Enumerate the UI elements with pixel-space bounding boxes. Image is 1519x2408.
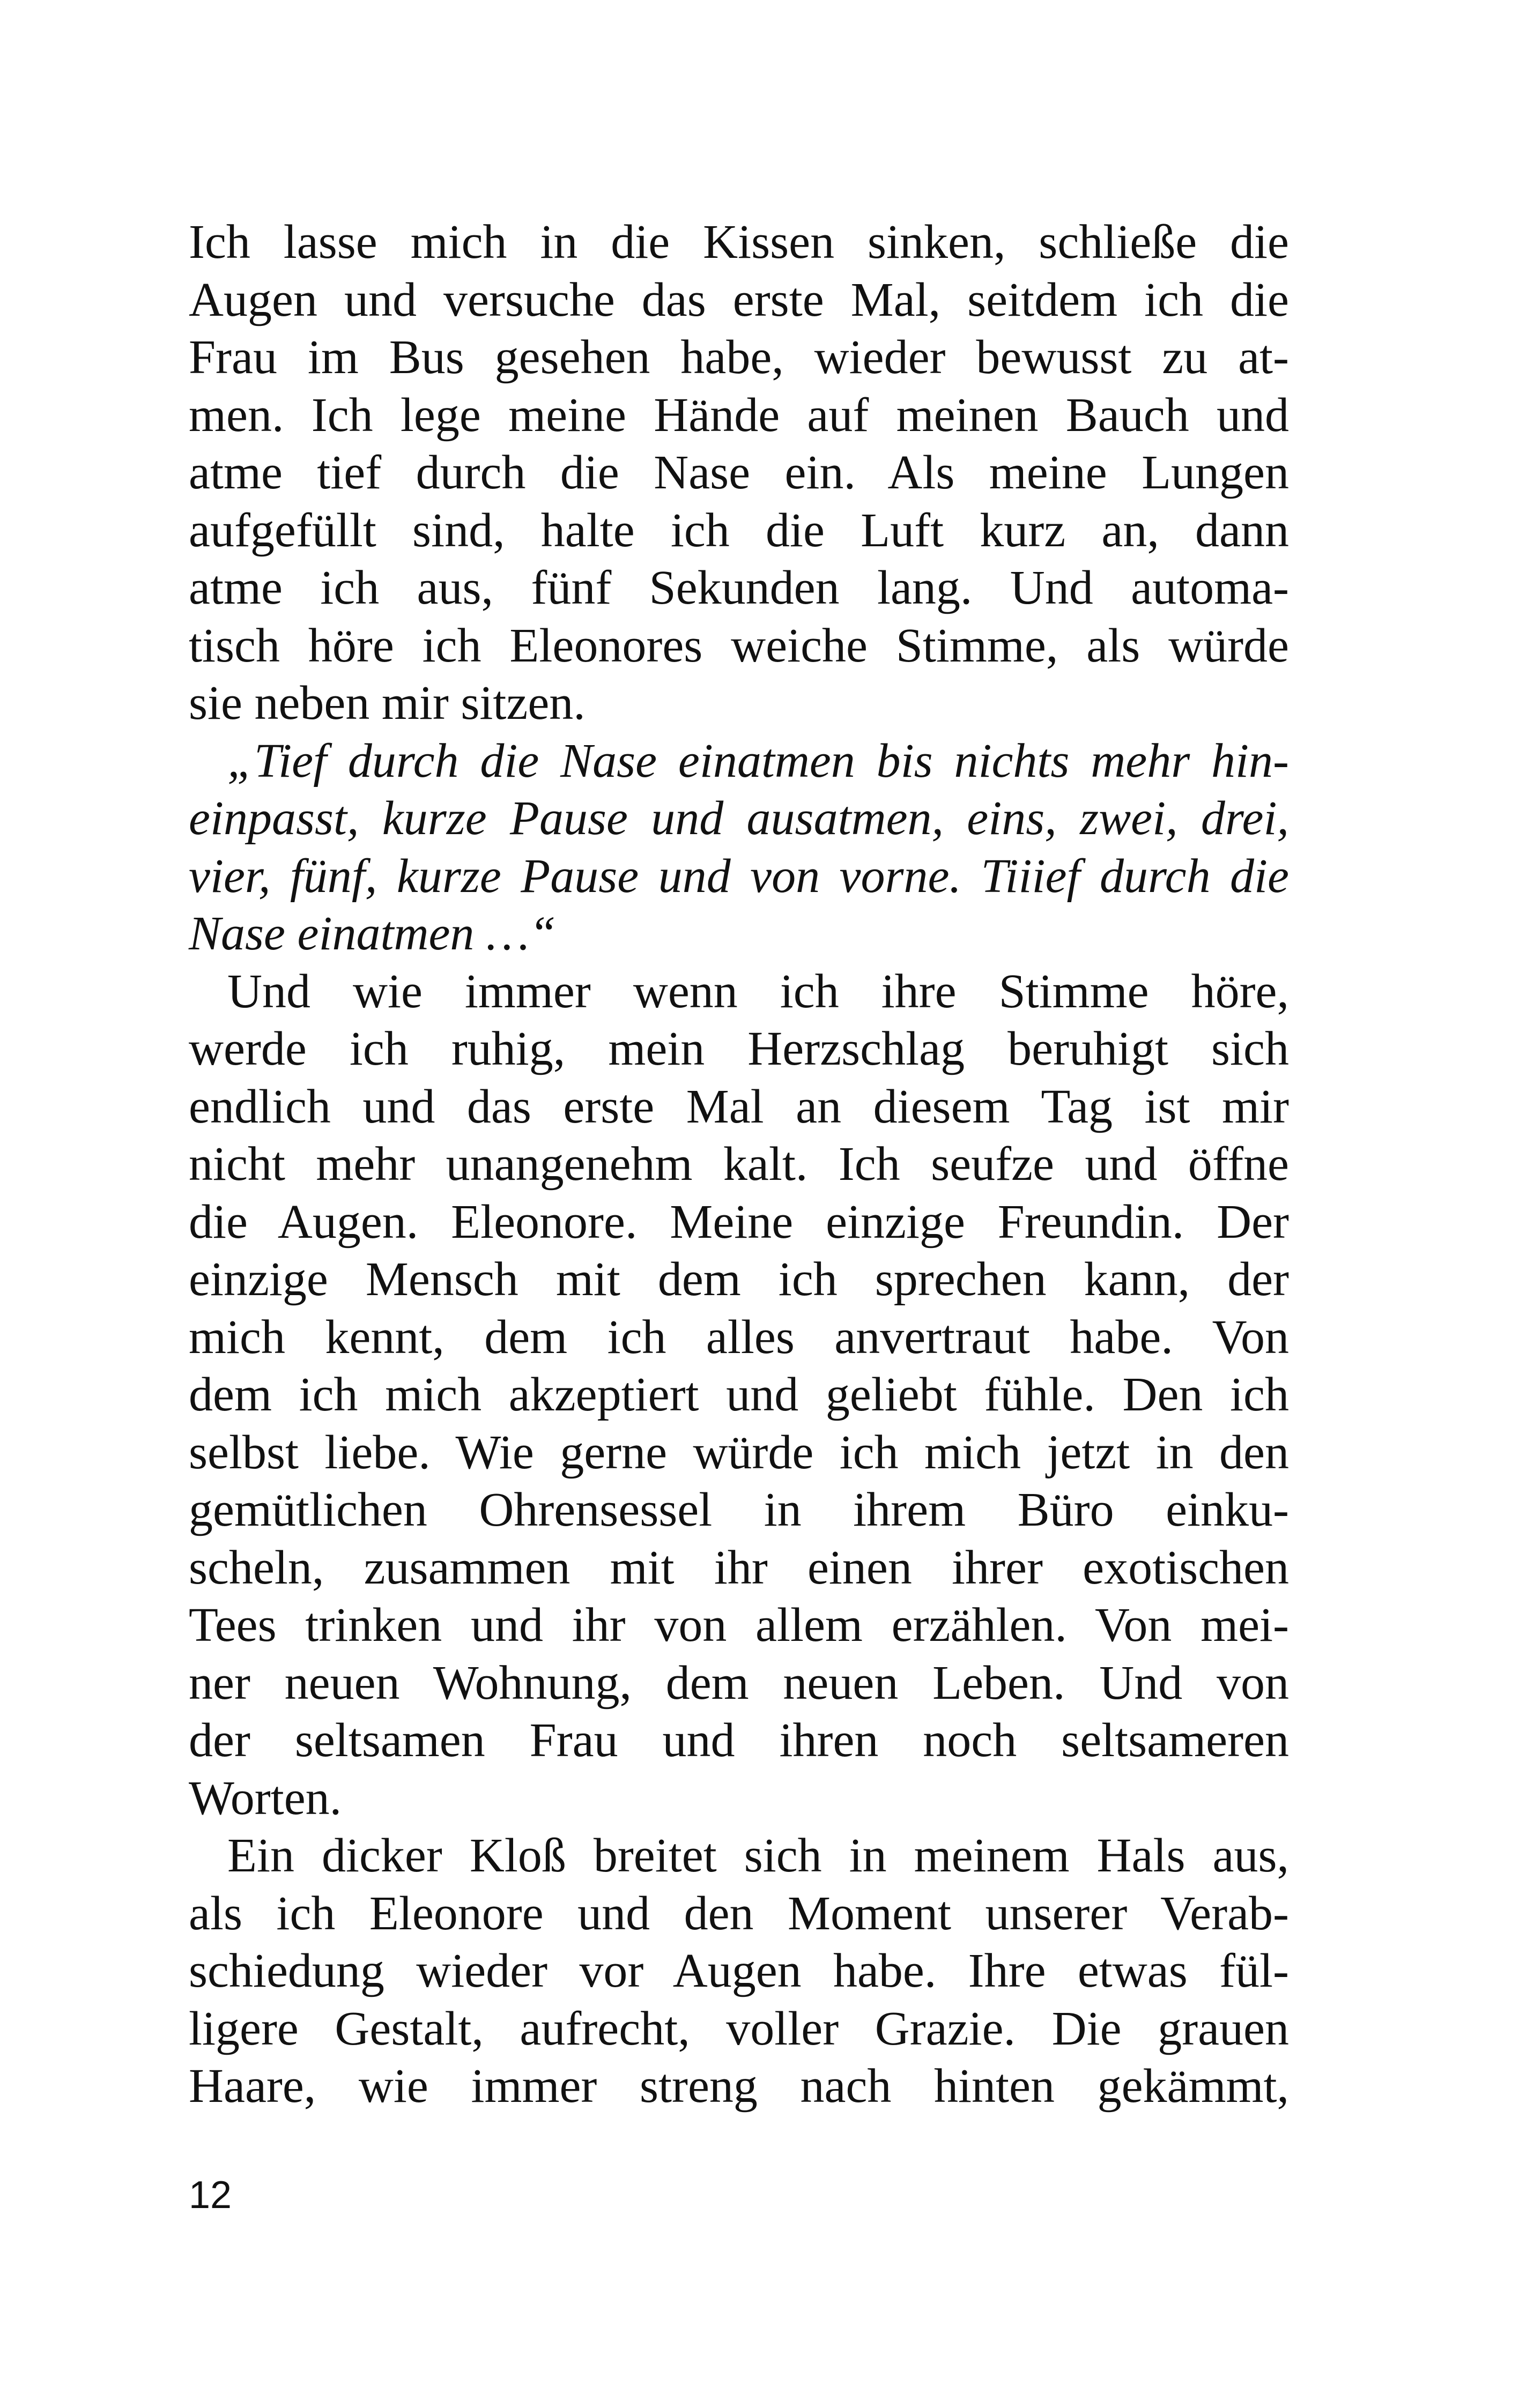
paragraph bbox=[189, 732, 1289, 963]
text-line: ner neuen Wohnung, dem neuen Leben. Und von bbox=[189, 1656, 1289, 1710]
text-line: die Augen. Eleonore. Meine einzige Freundin. Der bbox=[189, 1195, 1289, 1248]
text-line: selbst liebe. Wie gerne würde ich mich jetzt in den bbox=[189, 1425, 1289, 1479]
text-line: einzige Mensch mit dem ich sprechen kann, der bbox=[189, 1253, 1289, 1306]
body-text bbox=[189, 213, 1289, 2115]
text-line: ligere Gestalt, aufrecht, voller Grazie. Die grauen bbox=[189, 2002, 1289, 2055]
text-line: Augen und versuche das erste Mal, seitdem ich die bbox=[189, 273, 1289, 326]
text-line: schiedung wieder vor Augen habe. Ihre etwas fül- bbox=[189, 1944, 1289, 1997]
text-line: tisch höre ich Eleonores weiche Stimme, als würde bbox=[189, 619, 1289, 672]
text-line: endlich und das erste Mal an diesem Tag ist mir bbox=[189, 1080, 1289, 1133]
text-line: nicht mehr unangenehm kalt. Ich seufze und öffne bbox=[189, 1138, 1289, 1191]
text-line: atme tief durch die Nase ein. Als meine Lungen bbox=[189, 446, 1289, 499]
paragraph bbox=[189, 213, 1289, 732]
text-line: einpasst, kurze Pause und ausatmen, eins, zwei, drei, bbox=[189, 792, 1289, 845]
text-line: vier, fünf, kurze Pause und von vorne. Tiiief durch die bbox=[189, 849, 1289, 903]
text-line: als ich Eleonore und den Moment unserer Verab- bbox=[189, 1886, 1289, 1940]
text-line: Und wie immer wenn ich ihre Stimme höre, bbox=[227, 964, 1289, 1018]
text-line: „Tief durch die Nase einatmen bis nichts mehr hin- bbox=[227, 734, 1289, 787]
text-line: Ein dicker Kloß breitet sich in meinem Hals aus, bbox=[227, 1829, 1289, 1882]
text-line: atme ich aus, fünf Sekunden lang. Und automa- bbox=[189, 561, 1289, 614]
paragraph bbox=[189, 1827, 1289, 2115]
text-line: Tees trinken und ihr von allem erzählen. Von mei- bbox=[189, 1599, 1289, 1652]
text-line: dem ich mich akzeptiert und geliebt fühle. Den ich bbox=[189, 1368, 1289, 1421]
text-line: Worten. bbox=[189, 1771, 342, 1825]
text-line: scheln, zusammen mit ihr einen ihrer exotischen bbox=[189, 1541, 1289, 1594]
page-number: 12 bbox=[189, 2174, 232, 2217]
text-line: sie neben mir sitzen. bbox=[189, 677, 586, 730]
text-line: Nase einatmen …“ bbox=[189, 907, 556, 960]
text-line: men. Ich lege meine Hände auf meinen Bauch und bbox=[189, 388, 1289, 442]
text-line: Haare, wie immer streng nach hinten gekämmt, bbox=[189, 2060, 1289, 2113]
text-line: werde ich ruhig, mein Herzschlag beruhigt sich bbox=[189, 1022, 1289, 1075]
text-line: der seltsamen Frau und ihren noch seltsameren bbox=[189, 1714, 1289, 1767]
text-line: mich kennt, dem ich alles anvertraut habe. Von bbox=[189, 1310, 1289, 1364]
text-line: aufgefüllt sind, halte ich die Luft kurz an, dann bbox=[189, 503, 1289, 557]
paragraph bbox=[189, 963, 1289, 1827]
text-line: Ich lasse mich in die Kissen sinken, schließe die bbox=[189, 215, 1289, 269]
text-line: Frau im Bus gesehen habe, wieder bewusst zu at- bbox=[189, 331, 1289, 384]
text-line: gemütlichen Ohrensessel in ihrem Büro einku- bbox=[189, 1483, 1289, 1536]
